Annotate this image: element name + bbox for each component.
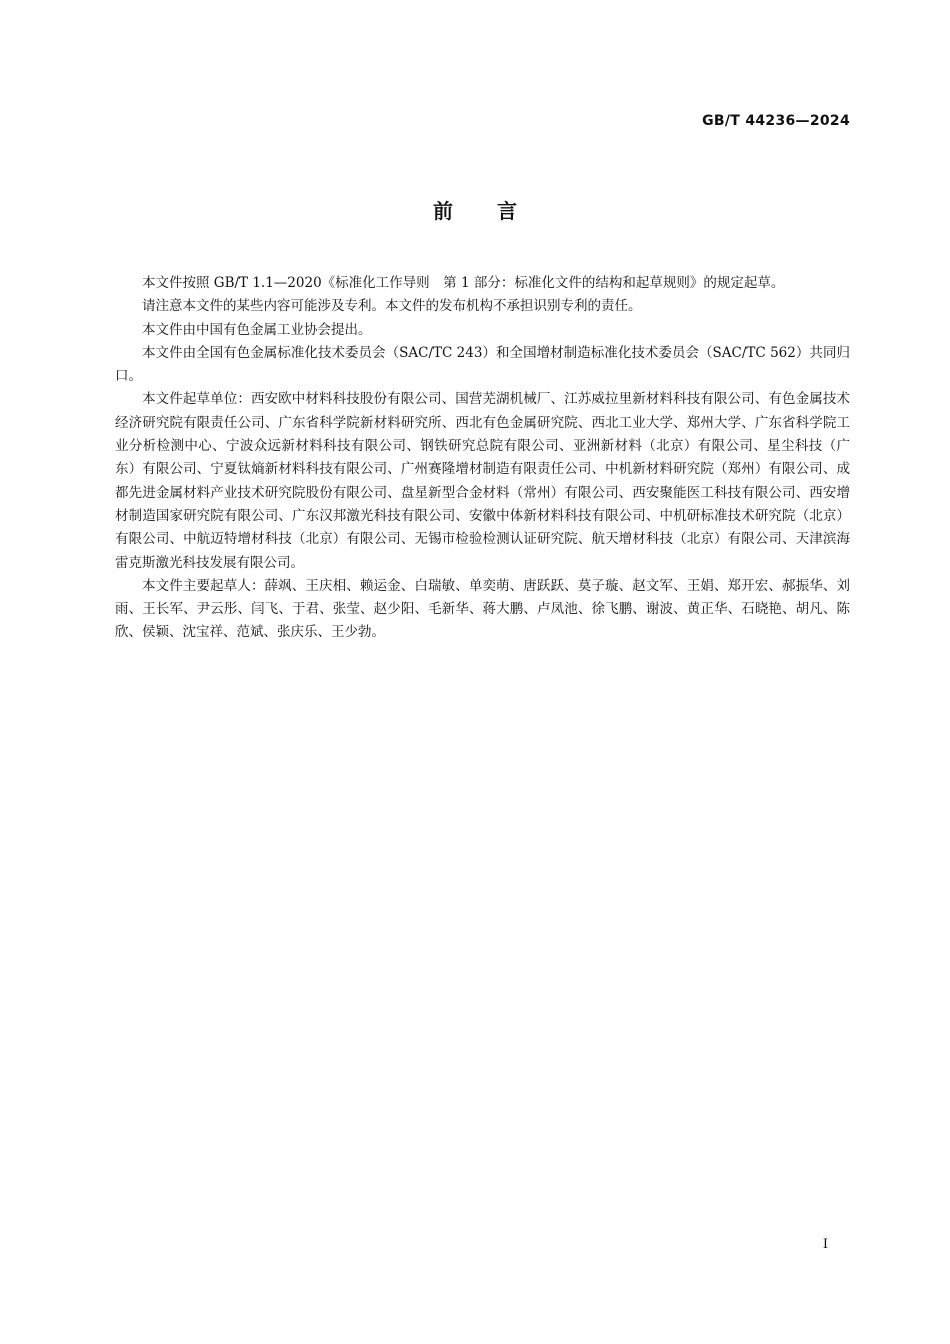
paragraph-drafters: 本文件主要起草人：薛飒、王庆相、赖运金、白瑞敏、单奕萌、唐跃跃、莫子璇、赵文军、王娟、郑开宏、郝振华、刘雨、王长军、尹云彤、闫飞、于君、张莹、赵少阳、毛新华、蒋大鹏、卢凤池、徐飞鹏、谢波、黄正华、石晓艳、胡凡、陈欣、侯颖、沈宝祥、范斌、张庆乐、王少勃。 [115,577,850,641]
page-title: 前言 [433,199,561,223]
page-number: I [822,1237,828,1252]
paragraph-drafting-rules: 本文件按照 GB/T 1.1—2020《标准化工作导则 第 1 部分：标准化文件的结构和起草规则》的规定起草。 [142,275,785,291]
paragraph-drafting-units: 本文件起草单位：西安欧中材料科技股份有限公司、国营芜湖机械厂、江苏威拉里新材料科技有限公司、有色金属技术经济研究院有限责任公司、广东省科学院新材料研究所、西北有色金属研究院、西北工业大学、郑州大学、广东省科学院工业分析检测中心、宁波众远新材料科技有限公司、钢铁研究总院有限公司、亚洲新材料（北京）有限公司、星尘科技（广东）有限公司、宁夏钛熵新材料科技有限公司、广州赛隆增材制造有限责任公司、中机新材料研究院（郑州）有限公司、成都先进金属材料产业技术研究院股份有限公司、盘星新型合金材料（常州）有限公司、西安聚能医工科技有限公司、西安增材制造国家研究院有限公司、广东汉邦激光科技有限公司、安徽中体新材料科技有限公司、中机研标准技术研究院（北京）有限公司、中航迈特增材科技（北京）有限公司、无锡市检验检测认证研究院、航天增材科技（北京）有限公司、天津滨海雷克斯激光科技发展有限公司。 [115,391,850,571]
paragraph-patent-notice: 请注意本文件的某些内容可能涉及专利。本文件的发布机构不承担识别专利的责任。 [142,298,642,315]
paragraph-management: 本文件由全国有色金属标准化技术委员会（SAC/TC 243）和全国增材制造标准化技术委员会（SAC/TC 562）共同归口。 [115,344,850,385]
foreword-body [115,272,850,645]
standard-code: GB/T 44236—2024 [702,113,850,129]
paragraph-proposer: 本文件由中国有色金属工业协会提出。 [142,321,372,338]
